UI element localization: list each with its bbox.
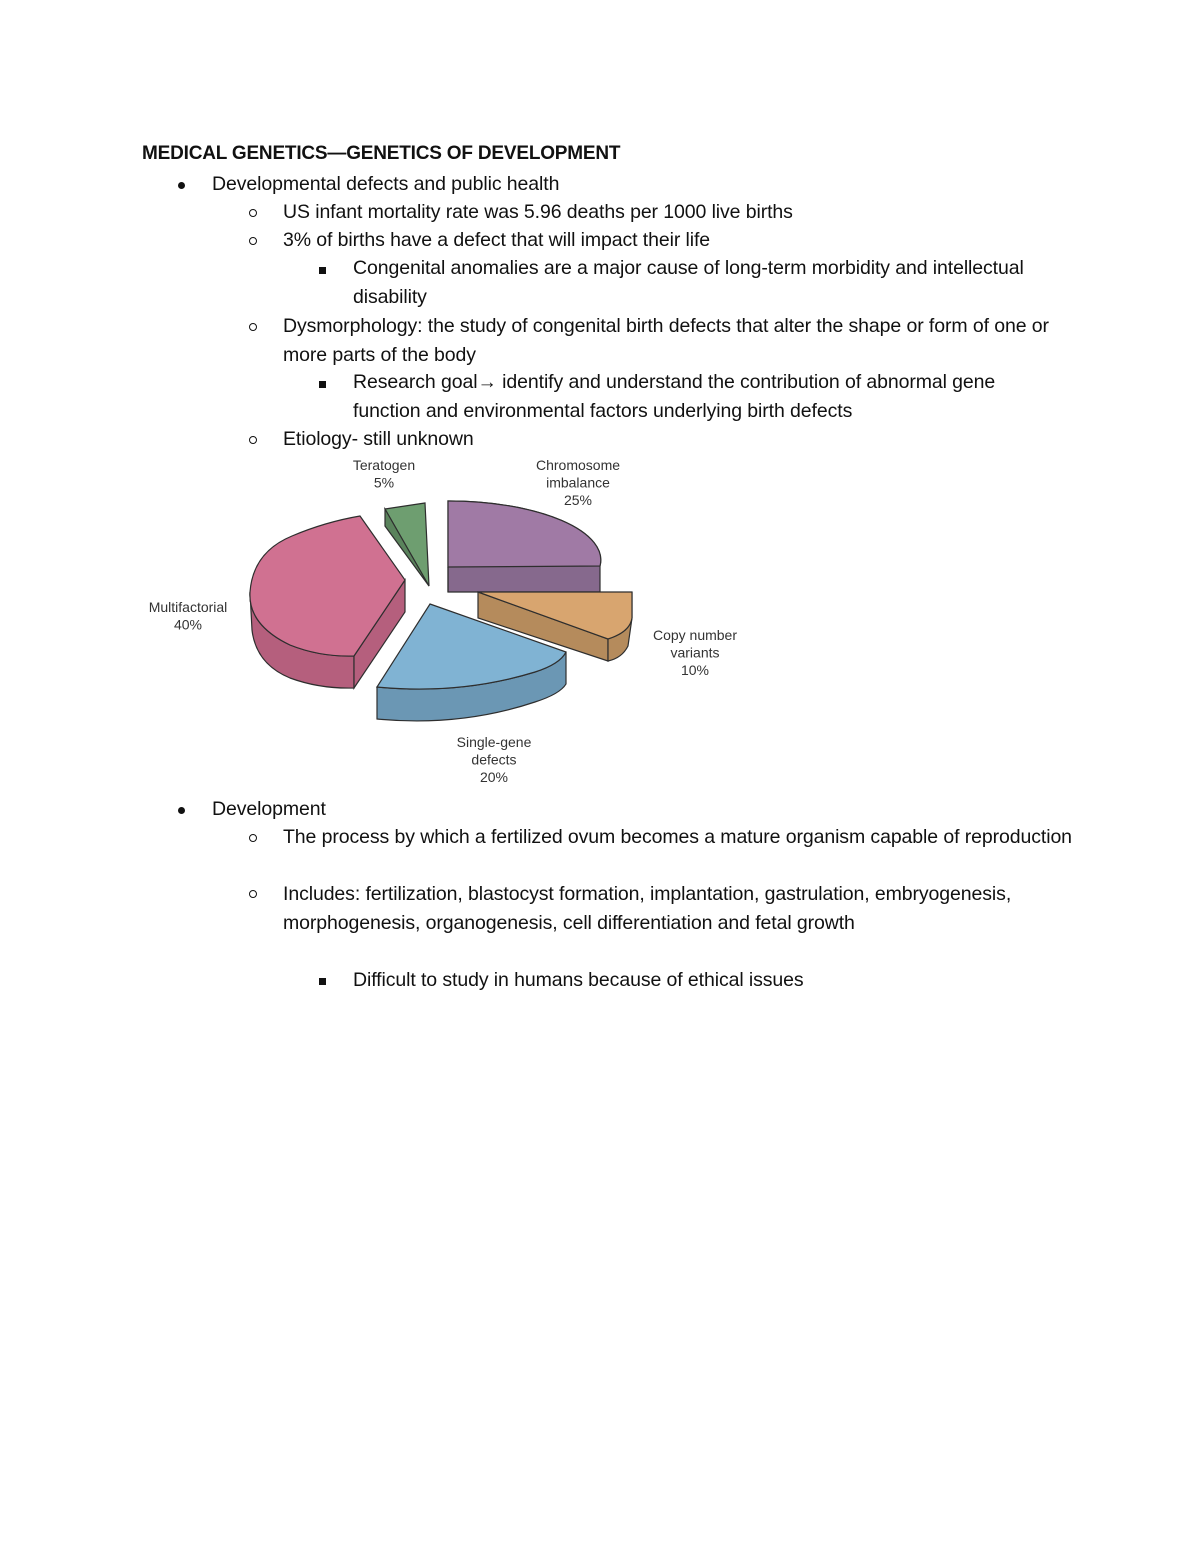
slice-label-line: 20% (479, 769, 509, 785)
slice-label-line: 40% (173, 616, 203, 633)
page-title: MEDICAL GENETICS—GENETICS OF DEVELOPMENT (142, 143, 621, 164)
bullet-square-icon (319, 267, 326, 274)
slice-label-line: Copy number (652, 627, 738, 643)
bullet-circle-icon (249, 834, 257, 842)
etiology-pie-chart (130, 452, 760, 792)
section1-item2: 3% of births have a defect that will impact their life (283, 229, 711, 251)
slice-label-line: variants (670, 644, 720, 661)
section1-item1: US infant mortality rate was 5.96 deaths per 1000 live births (283, 201, 793, 223)
slice-label-line: Chromosome (535, 457, 621, 473)
pie-slice-multifactorial (250, 516, 405, 688)
slice-label-line: Multifactorial (148, 599, 228, 615)
pie-slice-chromosome-imbalance (448, 501, 601, 592)
section1-item3: Dysmorphology: the study of congenital birth defects that alter the shape or form of one or more parts of the body (283, 315, 1049, 366)
slice-label-chromosome-imbalance (536, 457, 620, 508)
slice-label-copy-number-variants (653, 627, 737, 678)
bullet-square-icon (319, 978, 326, 985)
bullet-circle-icon (249, 890, 257, 898)
section2-item2-sub: Difficult to study in humans because of ethical issues (353, 969, 804, 991)
section1-item3-sub: Research goal→ identify and understand the contribution of abnormal gene function and environmental factors underlying birth defects (353, 371, 996, 422)
slice-label-line: imbalance (546, 474, 610, 491)
slice-label-line: 5% (373, 474, 395, 491)
bullet-circle-icon (249, 323, 257, 331)
bullet-dot-icon (178, 807, 185, 814)
slice-label-line: Teratogen (352, 457, 416, 473)
slice-label-line: Single-gene (456, 734, 532, 750)
section1-heading: Developmental defects and public health (212, 173, 560, 195)
bullet-circle-icon (249, 237, 257, 245)
bullet-circle-icon (249, 436, 257, 444)
section2-heading: Development (212, 798, 326, 820)
slice-label-single-gene-defects (457, 734, 532, 785)
slice-label-line: 10% (680, 662, 710, 678)
section1-item4: Etiology- still unknown (283, 428, 474, 450)
section2-item2: Includes: fertilization, blastocyst formation, implantation, gastrulation, embryogenesis, morphogenesis, organogenesis, cell differentiation and fetal growth (283, 883, 1012, 934)
bullet-circle-icon (249, 209, 257, 217)
bullet-square-icon (319, 381, 326, 388)
bullet-dot-icon (178, 182, 185, 189)
slice-label-teratogen (353, 457, 415, 491)
section2-item1: The process by which a fertilized ovum becomes a mature organism capable of reproduction (283, 826, 1072, 848)
slice-label-multifactorial (149, 599, 228, 633)
section1-item2-sub: Congenital anomalies are a major cause of long-term morbidity and intellectual disability (353, 257, 1024, 308)
slice-label-line: defects (471, 751, 517, 768)
slice-label-line: 25% (563, 492, 593, 508)
